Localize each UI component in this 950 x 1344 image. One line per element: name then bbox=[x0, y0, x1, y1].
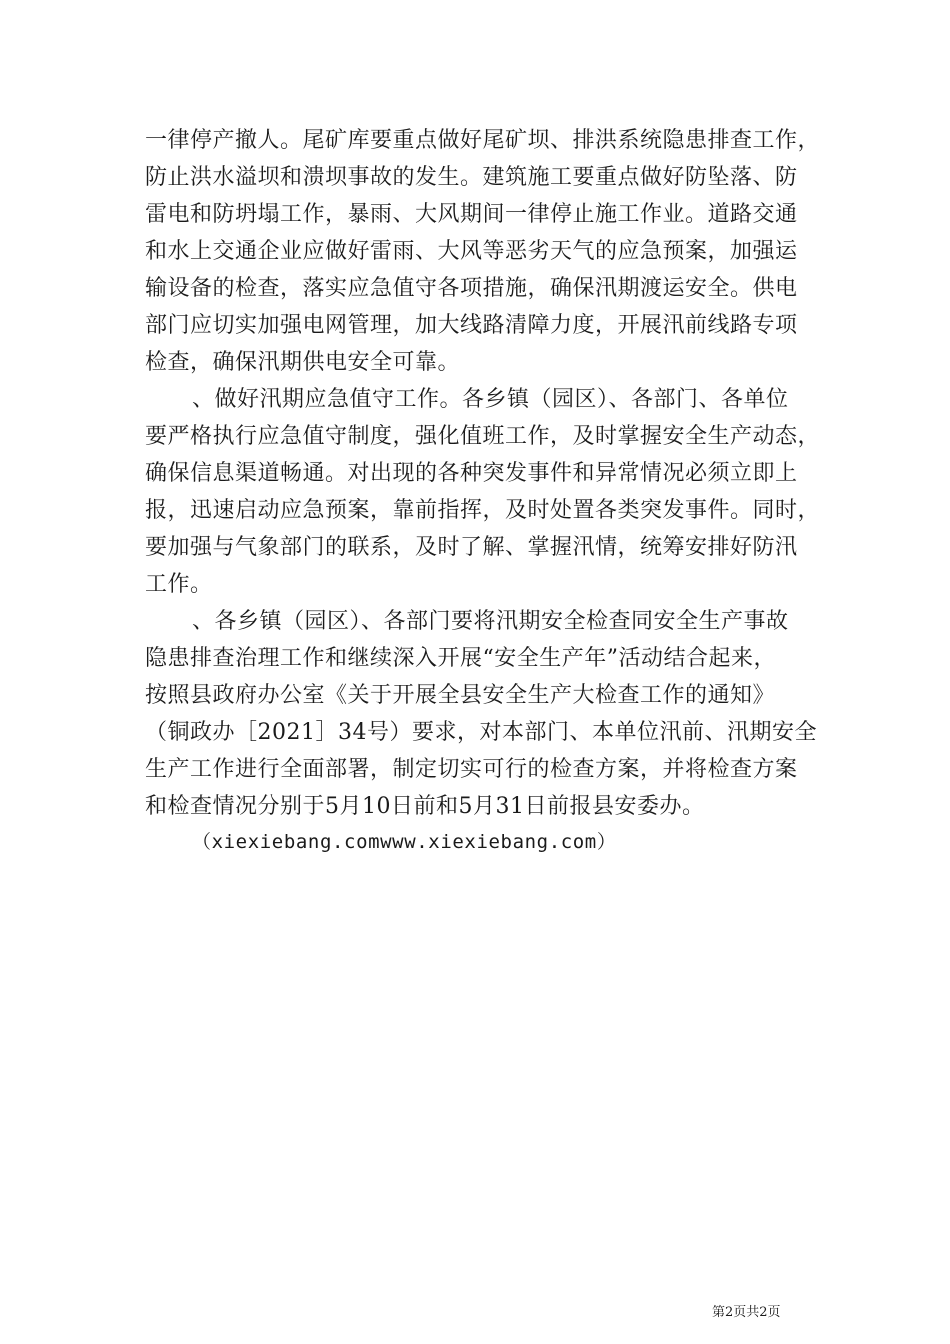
paragraph-line: 输设备的检查，落实应急值守各项措施，确保汛期渡运安全。供电 bbox=[145, 276, 798, 301]
paragraph-line: 雷电和防坍塌工作，暴雨、大风期间一律停止施工作业。道路交通 bbox=[145, 202, 798, 227]
paragraph-line: 隐患排查治理工作和继续深入开展“安全生产年”活动结合起来， bbox=[145, 646, 776, 671]
paragraph-line: 报，迅速启动应急预案，靠前指挥，及时处置各类突发事件。同时， bbox=[145, 498, 821, 523]
paragraph-line: 要加强与气象部门的联系，及时了解、掌握汛情，统筹安排好防汛 bbox=[145, 535, 798, 560]
paragraph-line: 和检查情况分别于5月10日前和5月31日前报县安委办。 bbox=[145, 794, 705, 819]
paragraph-line: 按照县政府办公室《关于开展全县安全生产大检查工作的通知》 bbox=[145, 683, 776, 708]
paragraph-line: 确保信息渠道畅通。对出现的各种突发事件和异常情况必须立即上 bbox=[145, 461, 798, 486]
paragraph-line: 防止洪水溢坝和溃坝事故的发生。建筑施工要重点做好防坠落、防 bbox=[145, 165, 798, 190]
paragraph-line: 、各乡镇（园区）、各部门要将汛期安全检查同安全生产事故 bbox=[192, 609, 789, 634]
page-number: 第2页共2页 bbox=[712, 1305, 781, 1320]
paragraph-line: 检查，确保汛期供电安全可靠。 bbox=[145, 350, 461, 375]
source-url-line: （xiexiebang.comwww.xiexiebang.com） bbox=[192, 831, 617, 853]
paragraph-line: 要严格执行应急值守制度，强化值班工作，及时掌握安全生产动态， bbox=[145, 424, 821, 449]
paragraph-line: 部门应切实加强电网管理，加大线路清障力度，开展汛前线路专项 bbox=[145, 313, 798, 338]
paragraph-line: （铜政办［2021］34号）要求，对本部门、本单位汛前、汛期安全 bbox=[145, 720, 817, 745]
paragraph-line: 一律停产撤人。尾矿库要重点做好尾矿坝、排洪系统隐患排查工作， bbox=[145, 128, 821, 153]
paragraph-line: 和水上交通企业应做好雷雨、大风等恶劣天气的应急预案，加强运 bbox=[145, 239, 798, 264]
paragraph-line: 生产工作进行全面部署，制定切实可行的检查方案，并将检查方案 bbox=[145, 757, 798, 782]
paragraph-line: 、做好汛期应急值守工作。各乡镇（园区）、各部门、各单位 bbox=[192, 387, 789, 412]
paragraph-line: 工作。 bbox=[145, 572, 213, 597]
